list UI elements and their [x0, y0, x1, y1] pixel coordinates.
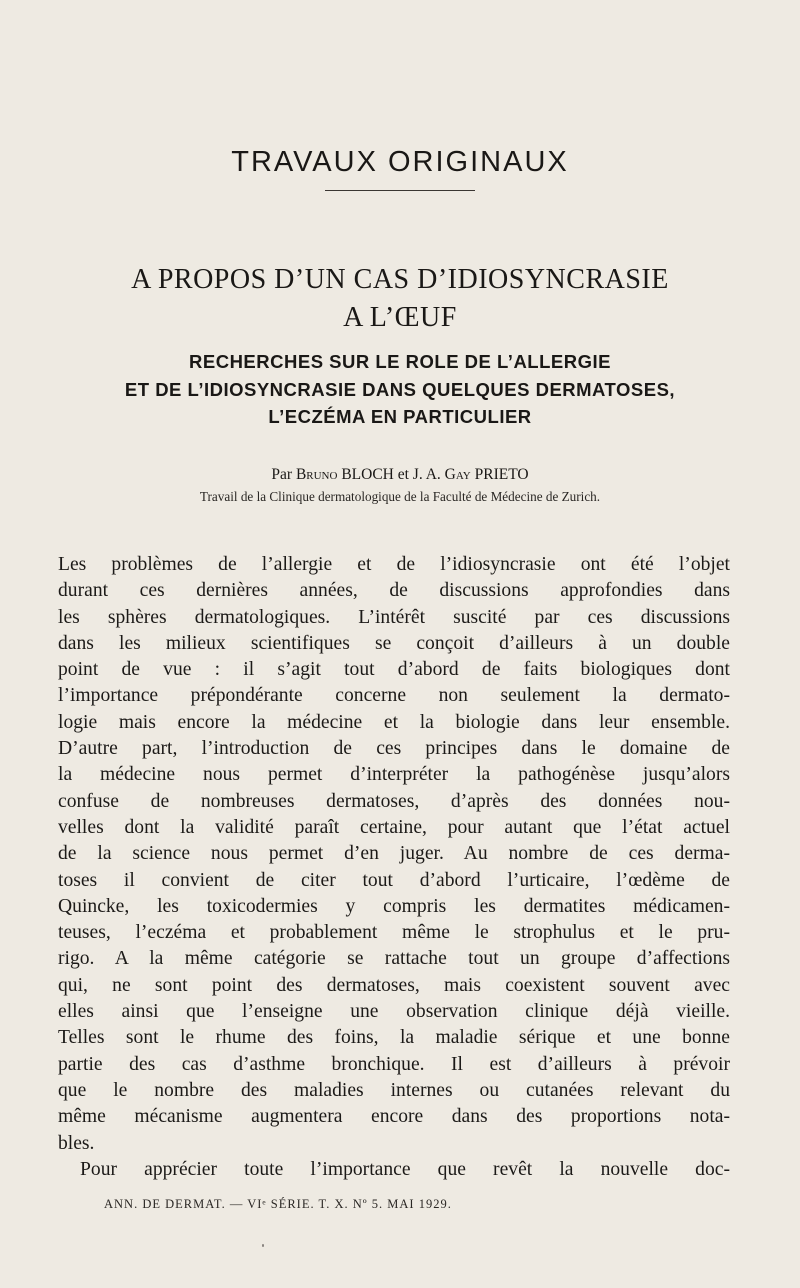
body-line: D’autre part, l’introduction de ces principes dans le domaine de	[58, 738, 730, 760]
body-line: toses il convient de citer tout d’abord l’urticaire, l’œdème de	[58, 869, 730, 891]
authors-conjunction: et	[397, 466, 409, 483]
body-line: Pour apprécier toute l’importance que revêt la nouvelle doc-	[80, 1158, 730, 1180]
body-line: Les problèmes de l’allergie et de l’idiosyncrasie ont été l’objet	[58, 554, 730, 575]
body-line: l’importance prépondérante concerne non seulement la dermato-	[58, 685, 730, 707]
body-text	[58, 552, 730, 1183]
body-line: partie des cas d’asthme bronchique. Il est d’ailleurs à prévoir	[58, 1053, 730, 1075]
authors-line	[0, 466, 800, 484]
author-2: J. A. Gay PRIETO	[412, 466, 529, 483]
authors-prefix: Par	[271, 466, 293, 483]
article-subtitle-line-1: RECHERCHES SUR LE ROLE DE L’ALLERGIE	[189, 351, 611, 372]
body-line: durant ces dernières années, de discussions approfondies dans	[58, 580, 730, 602]
body-line: bles.	[58, 1132, 95, 1154]
body-line: Quincke, les toxicodermies y compris les dermatites médicamen-	[58, 895, 730, 917]
body-line: logie mais encore la médecine et la biologie dans leur ensemble.	[58, 711, 730, 733]
article-title-line-1: A PROPOS D’UN CAS D’IDIOSYNCRASIE	[131, 264, 669, 295]
body-line: dans les milieux scientifiques se conçoit d’ailleurs à un double	[58, 632, 730, 654]
body-line: rigo. A la même catégorie se rattache tout un groupe d’affections	[58, 948, 730, 970]
article-subtitle-line-2: ET DE L’IDIOSYNCRASIE DANS QUELQUES DERMATOSES,	[124, 379, 676, 400]
body-line: Telles sont le rhume des foins, la maladie sérique et une bonne	[58, 1027, 730, 1049]
title-divider	[325, 190, 475, 191]
body-line: qui, ne sont point des dermatoses, mais coexistent souvent avec	[58, 974, 730, 996]
affiliation: Travail de la Clinique dermatologique de la Faculté de Médecine de Zurich.	[199, 489, 601, 504]
print-speck	[262, 1244, 264, 1247]
journal-footer: ANN. DE DERMAT. — VIᵉ SÉRIE. T. X. Nº 5. MAI 1929.	[104, 1197, 452, 1211]
body-line: les sphères dermatologiques. L’intérêt suscité par ces discussions	[58, 606, 730, 628]
article-title-line-2: A L’ŒUF	[343, 302, 457, 333]
article-subtitle-line-3: L’ECZÉMA EN PARTICULIER	[268, 406, 532, 427]
author-1: Bruno BLOCH	[295, 466, 394, 483]
section-title: TRAVAUX ORIGINAUX	[231, 146, 569, 178]
body-line: velles dont la validité paraît certaine, pour autant que l’état actuel	[58, 816, 730, 838]
body-line: même mécanisme augmentera encore dans des proportions nota-	[58, 1106, 730, 1128]
body-line: point de vue : il s’agit tout d’abord de faits biologiques dont	[58, 659, 730, 681]
body-line: de la science nous permet d’en juger. Au nombre de ces derma-	[58, 843, 730, 865]
body-line: confuse de nombreuses dermatoses, d’après des données nou-	[58, 790, 730, 812]
body-line: la médecine nous permet d’interpréter la pathogénèse jusqu’alors	[58, 764, 730, 786]
body-line: elles ainsi que l’enseigne une observation clinique déjà vieille.	[58, 1001, 730, 1023]
body-line: que le nombre des maladies internes ou cutanées relevant du	[58, 1079, 730, 1101]
body-line: teuses, l’eczéma et probablement même le strophulus et le pru-	[58, 922, 730, 944]
